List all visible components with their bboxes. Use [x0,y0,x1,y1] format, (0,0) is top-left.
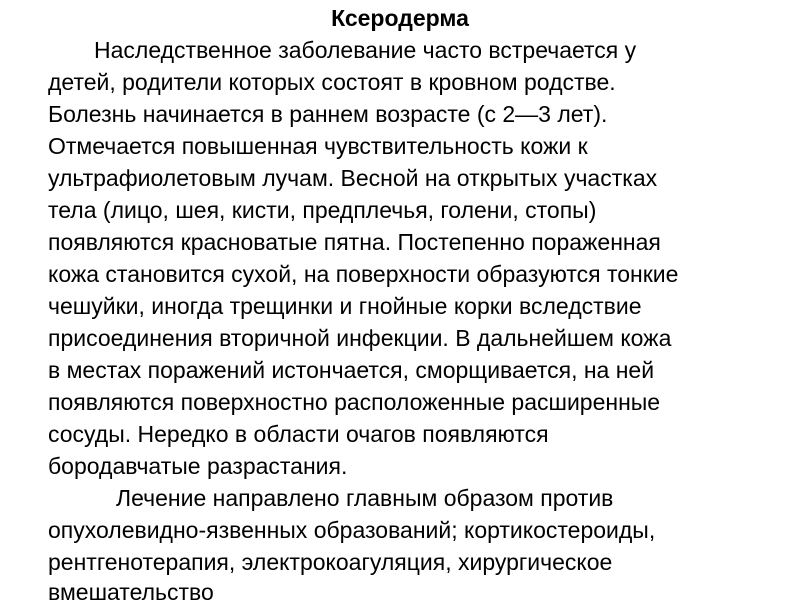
paragraph-line: в местах поражений истончается, сморщивается, на ней [48,357,655,383]
paragraph-line: опухолевидно-язвенных образований; кортикостероиды, [48,517,656,543]
paragraph-line: Отмечается повышенная чувствительность кожи к [48,133,588,159]
paragraph-line: присоединения вторичной инфекции. В дальнейшем кожа [48,325,672,351]
paragraph-line: Лечение направлено главным образом против [116,485,614,511]
paragraph-line: Болезнь начинается в раннем возрасте (с 2—3 лет). [48,101,608,127]
paragraph-line: ультрафиолетовым лучам. Весной на открытых участках [48,165,658,191]
paragraph-line: сосуды. Нередко в области очагов появляются [48,421,549,447]
paragraph-line: Наследственное заболевание часто встречается у [94,37,637,63]
paragraph-line: детей, родители которых состоят в кровном родстве. [48,69,616,95]
paragraph-line: появляются поверхностно расположенные расширенные [48,389,661,415]
paragraph-line: рентгенотерапия, электрокоагуляция, хирургическое [48,549,613,575]
paragraph-line: бородавчатые разрастания. [48,453,348,479]
paragraph-line: тела (лицо, шея, кисти, предплечья, голени, стопы) [48,197,597,223]
paragraph-line: появляются красноватые пятна. Постепенно пораженная [48,229,661,255]
paragraph-line: чешуйки, иногда трещинки и гнойные корки вследствие [48,293,642,319]
document-title: Ксеродерма [331,5,469,31]
paragraph-line: кожа становится сухой, на поверхности образуются тонкие [48,261,679,287]
paragraph-line: вмешательство [48,579,214,600]
